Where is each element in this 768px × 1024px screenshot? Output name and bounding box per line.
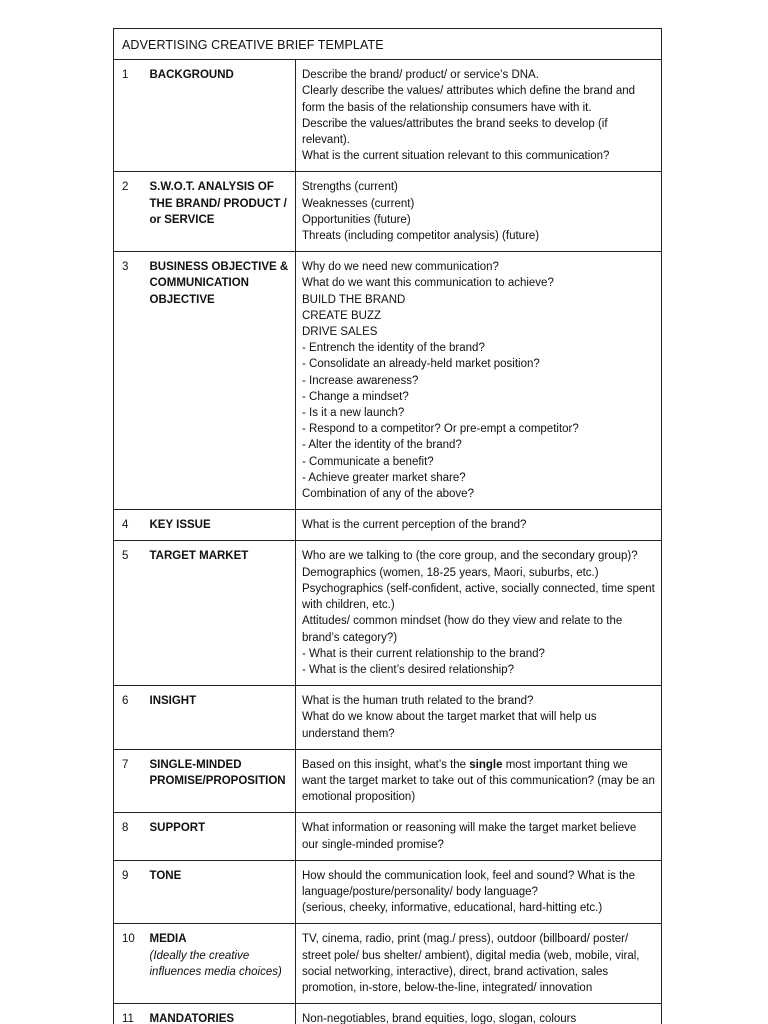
row-description	[296, 60, 662, 172]
row-number: 4	[114, 510, 146, 541]
row-number: 6	[114, 686, 146, 750]
description-line: BUILD THE BRAND	[302, 293, 406, 306]
description-line: Non-negotiables, brand equities, logo, slogan, colours	[302, 1013, 577, 1024]
description-line: Threats (including competitor analysis) (future)	[302, 230, 540, 243]
description-emphasis: single	[469, 758, 503, 771]
description-line: Demographics (women, 18-25 years, Maori, suburbs, etc.)	[302, 566, 599, 579]
description-line: - Change a mindset?	[302, 390, 409, 403]
description-line: What is the human truth related to the brand?	[302, 695, 534, 708]
document-title: ADVERTISING CREATIVE BRIEF TEMPLATE	[114, 29, 662, 60]
table-row	[114, 1004, 662, 1024]
table-row	[114, 510, 662, 541]
row-heading: S.W.O.T. ANALYSIS OF THE BRAND/ PRODUCT / or SERVICE	[146, 172, 296, 252]
row-heading: SUPPORT	[146, 813, 296, 860]
row-heading: MANDATORIES	[146, 1004, 296, 1024]
description-text-end: most important thing we want the target market to take out of this communication? (may be an emotional proposition)	[302, 758, 655, 804]
description-line: What is the current situation relevant to this communication?	[302, 150, 610, 163]
table-row	[114, 172, 662, 252]
row-description	[296, 252, 662, 510]
row-number: 7	[114, 749, 146, 813]
description-line: Attitudes/ common mindset (how do they view and relate to the brand’s category?)	[302, 615, 623, 644]
description-line: DRIVE SALES	[302, 326, 378, 339]
description-text-start: Based on this insight, what’s the	[302, 758, 470, 771]
title-row	[114, 29, 662, 60]
row-description	[296, 860, 662, 924]
row-heading: INSIGHT	[146, 686, 296, 750]
row-heading: BACKGROUND	[146, 60, 296, 172]
description-line: Weaknesses (current)	[302, 197, 415, 210]
row-description	[296, 541, 662, 686]
table-row	[114, 541, 662, 686]
description-line: - Is it a new launch?	[302, 407, 405, 420]
row-heading: TARGET MARKET	[146, 541, 296, 686]
description-line: CREATE BUZZ	[302, 309, 382, 322]
description-line: Combination of any of the above?	[302, 488, 474, 501]
description-line: - What is the client’s desired relationship?	[302, 663, 515, 676]
row-description	[296, 1004, 662, 1024]
description-line: Opportunities (future)	[302, 213, 411, 226]
row-number: 3	[114, 252, 146, 510]
row-number: 9	[114, 860, 146, 924]
table-row	[114, 813, 662, 860]
description-line: - Achieve greater market share?	[302, 471, 466, 484]
row-number: 8	[114, 813, 146, 860]
table-row	[114, 60, 662, 172]
row-heading: KEY ISSUE	[146, 510, 296, 541]
row-number: 10	[114, 924, 146, 1004]
row-number: 1	[114, 60, 146, 172]
row-description	[296, 510, 662, 541]
description-line: Describe the values/attributes the brand seeks to develop (if relevant).	[302, 117, 608, 147]
table-row	[114, 924, 662, 1004]
creative-brief-table	[113, 28, 662, 1024]
row-description	[296, 686, 662, 750]
row-heading: TONE	[146, 860, 296, 924]
description-line: Why do we need new communication?	[302, 261, 499, 274]
table-row	[114, 860, 662, 924]
description-line: - Communicate a benefit?	[302, 455, 434, 468]
row-description	[296, 924, 662, 1004]
description-line: What is the current perception of the brand?	[302, 519, 527, 532]
description-line: What information or reasoning will make the target market believe our single-minded promise?	[302, 822, 637, 851]
row-heading-note: (Ideally the creative influences media choices)	[149, 949, 282, 978]
description-line: - Consolidate an already-held market position?	[302, 358, 540, 371]
description-line: Strengths (current)	[302, 181, 398, 194]
description-line: - Respond to a competitor? Or pre-empt a competitor?	[302, 423, 579, 436]
description-line: (serious, cheeky, informative, educational, hard-hitting etc.)	[302, 902, 603, 915]
description-line: How should the communication look, feel and sound? What is the language/posture/personality/ body language?	[302, 869, 636, 898]
row-heading-block	[146, 924, 296, 1004]
description-line: - Increase awareness?	[302, 374, 419, 387]
description-line: - Entrench the identity of the brand?	[302, 342, 485, 355]
table-row	[114, 749, 662, 813]
row-heading: BUSINESS OBJECTIVE & COMMUNICATION OBJECTIVE	[146, 252, 296, 510]
table-row	[114, 252, 662, 510]
description-line: Clearly describe the values/ attributes which define the brand and form the basis of the relationship consumers have with it.	[302, 85, 636, 114]
description-line: - Alter the identity of the brand?	[302, 439, 462, 452]
description-line: Psychographics (self-confident, active, socially connected, time spent with children, etc.)	[302, 582, 655, 612]
row-description	[296, 813, 662, 860]
row-number: 5	[114, 541, 146, 686]
row-heading: SINGLE-MINDED PROMISE/PROPOSITION	[146, 749, 296, 813]
description-line: What do we know about the target market that will help us understand them?	[302, 711, 597, 740]
description-line: TV, cinema, radio, print (mag./ press), outdoor (billboard/ poster/ street pole/ bus shelter/ ambient), digital media (web, mobile, viral, social networking, interactive), direct, brand activation, sales promotion, in-store, below-the-line, integrated/ innovation	[302, 933, 640, 994]
description-line: Who are we talking to (the core group, and the secondary group)?	[302, 550, 638, 563]
description-line: What do we want this communication to achieve?	[302, 277, 554, 290]
table-row	[114, 686, 662, 750]
row-description	[296, 172, 662, 252]
row-description	[296, 749, 662, 813]
description-line: Describe the brand/ product/ or service’s DNA.	[302, 69, 539, 82]
row-number: 11	[114, 1004, 146, 1024]
description-line: - What is their current relationship to the brand?	[302, 647, 545, 660]
row-heading: MEDIA	[149, 933, 187, 946]
row-number: 2	[114, 172, 146, 252]
